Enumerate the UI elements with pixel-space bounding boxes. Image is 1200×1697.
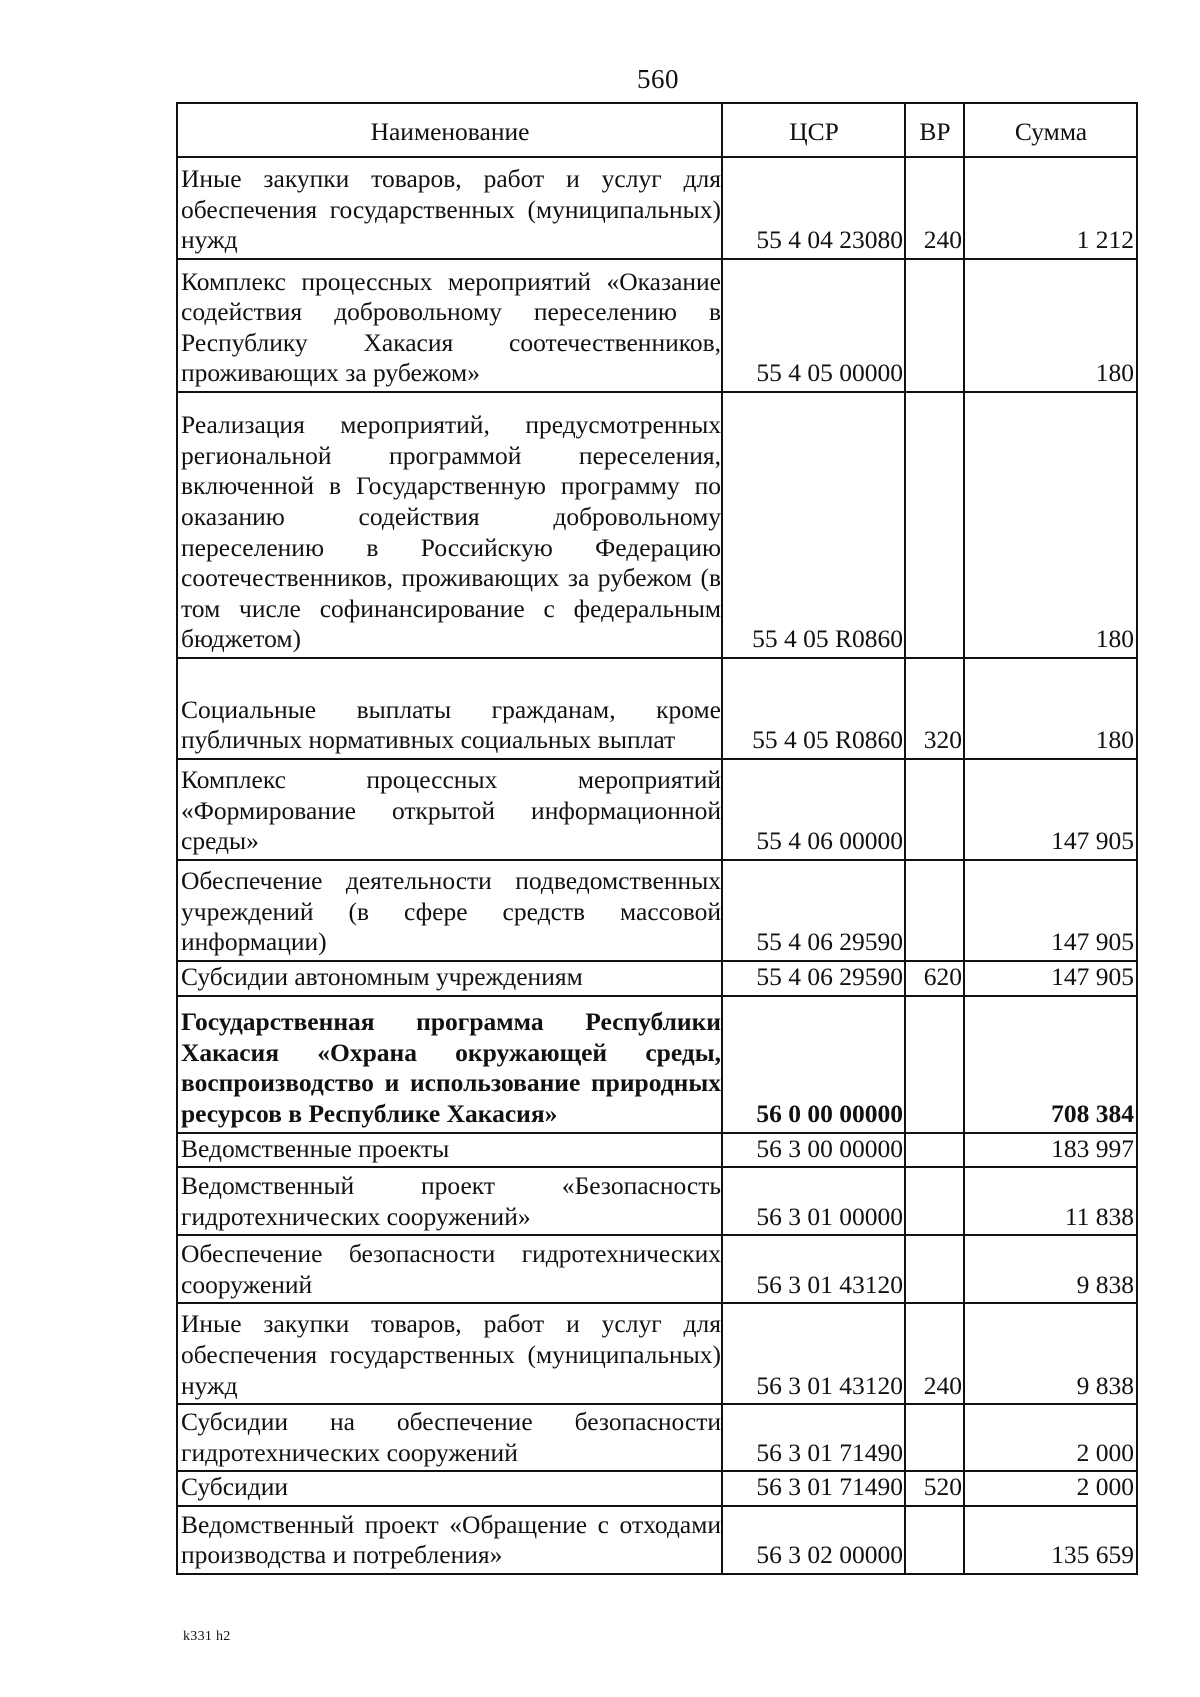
row-amount: 147 905 (964, 961, 1137, 996)
table-row (177, 1471, 1137, 1506)
row-vr (905, 1133, 964, 1168)
header-csr: ЦСР (722, 103, 905, 157)
row-vr: 520 (905, 1471, 964, 1506)
row-csr: 56 3 01 71490 (722, 1471, 905, 1506)
row-name: Субсидии (177, 1471, 722, 1506)
row-csr: 56 3 01 71490 (722, 1404, 905, 1471)
row-name: Комплекс процессных мероприятий «Формирование открытой информационной среды» (177, 759, 722, 860)
table-row (177, 259, 1137, 392)
table-row (177, 392, 1137, 658)
row-csr: 55 4 04 23080 (722, 157, 905, 259)
row-name: Обеспечение безопасности гидротехнических сооружений (177, 1235, 722, 1303)
row-amount: 180 (964, 259, 1137, 392)
row-csr: 55 4 06 29590 (722, 860, 905, 961)
row-amount: 135 659 (964, 1506, 1137, 1574)
row-name: Ведомственный проект «Безопасность гидротехнических сооружений» (177, 1167, 722, 1235)
table-row (177, 157, 1137, 259)
row-vr: 620 (905, 961, 964, 996)
row-amount: 9 838 (964, 1303, 1137, 1404)
row-vr (905, 759, 964, 860)
table-row (177, 860, 1137, 961)
row-csr: 55 4 06 00000 (722, 759, 905, 860)
row-amount: 147 905 (964, 860, 1137, 961)
row-csr: 56 3 01 43120 (722, 1235, 905, 1303)
row-csr: 55 4 06 29590 (722, 961, 905, 996)
budget-table (176, 102, 1138, 1575)
table-row (177, 1167, 1137, 1235)
row-amount: 2 000 (964, 1404, 1137, 1471)
table-header-row (177, 103, 1137, 157)
row-name: Комплекс процессных мероприятий «Оказание содействия добровольному переселению в Республику Хакасия соотечественников, проживающих за рубежом» (177, 259, 722, 392)
row-amount: 11 838 (964, 1167, 1137, 1235)
table-row (177, 1303, 1137, 1404)
row-csr: 55 4 05 R0860 (722, 658, 905, 759)
table-row (177, 759, 1137, 860)
table-row (177, 1506, 1137, 1574)
row-name: Субсидии на обеспечение безопасности гидротехнических сооружений (177, 1404, 722, 1471)
row-amount: 1 212 (964, 157, 1137, 259)
table-row (177, 1404, 1137, 1471)
row-amount: 708 384 (964, 996, 1137, 1133)
table-row (177, 961, 1137, 996)
row-csr: 56 3 02 00000 (722, 1506, 905, 1574)
row-csr: 55 4 05 R0860 (722, 392, 905, 658)
table-row (177, 1235, 1137, 1303)
row-csr: 56 3 00 00000 (722, 1133, 905, 1168)
header-amount: Сумма (964, 103, 1137, 157)
row-csr: 56 0 00 00000 (722, 996, 905, 1133)
row-name: Государственная программа Республики Хакасия «Охрана окружающей среды, воспроизводство и использование природных ресурсов в Республике Хакасия» (177, 996, 722, 1133)
row-vr (905, 259, 964, 392)
row-amount: 147 905 (964, 759, 1137, 860)
document-code: k331 h2 (183, 1629, 231, 1644)
header-vr: ВР (905, 103, 964, 157)
row-amount: 9 838 (964, 1235, 1137, 1303)
row-name: Обеспечение деятельности подведомственных учреждений (в сфере средств массовой информации) (177, 860, 722, 961)
row-name: Иные закупки товаров, работ и услуг для обеспечения государственных (муниципальных) нужд (177, 157, 722, 259)
header-name: Наименование (177, 103, 722, 157)
row-name: Социальные выплаты гражданам, кроме публичных нормативных социальных выплат (177, 658, 722, 759)
page-number: 560 (637, 64, 679, 94)
row-vr (905, 1506, 964, 1574)
row-name: Ведомственные проекты (177, 1133, 722, 1168)
row-name: Иные закупки товаров, работ и услуг для обеспечения государственных (муниципальных) нужд (177, 1303, 722, 1404)
row-name: Реализация мероприятий, предусмотренных региональной программой переселения, включенной в Государственную программу по оказанию содействия добровольному переселению в Российскую Федерацию соотечественников, проживающих за рубежом (в том числе софинансирование с федеральным бюджетом) (177, 392, 722, 658)
row-csr: 55 4 05 00000 (722, 259, 905, 392)
row-csr: 56 3 01 43120 (722, 1303, 905, 1404)
table-row (177, 996, 1137, 1133)
row-vr (905, 1235, 964, 1303)
row-amount: 2 000 (964, 1471, 1137, 1506)
row-vr: 240 (905, 1303, 964, 1404)
row-csr: 56 3 01 00000 (722, 1167, 905, 1235)
row-amount: 180 (964, 658, 1137, 759)
row-vr (905, 1167, 964, 1235)
row-vr (905, 996, 964, 1133)
row-vr: 320 (905, 658, 964, 759)
row-amount: 183 997 (964, 1133, 1137, 1168)
row-name: Ведомственный проект «Обращение с отходами производства и потребления» (177, 1506, 722, 1574)
row-vr (905, 860, 964, 961)
row-amount: 180 (964, 392, 1137, 658)
table-row (177, 1133, 1137, 1168)
row-vr (905, 392, 964, 658)
table-row (177, 658, 1137, 759)
row-vr: 240 (905, 157, 964, 259)
row-vr (905, 1404, 964, 1471)
row-name: Субсидии автономным учреждениям (177, 961, 722, 996)
